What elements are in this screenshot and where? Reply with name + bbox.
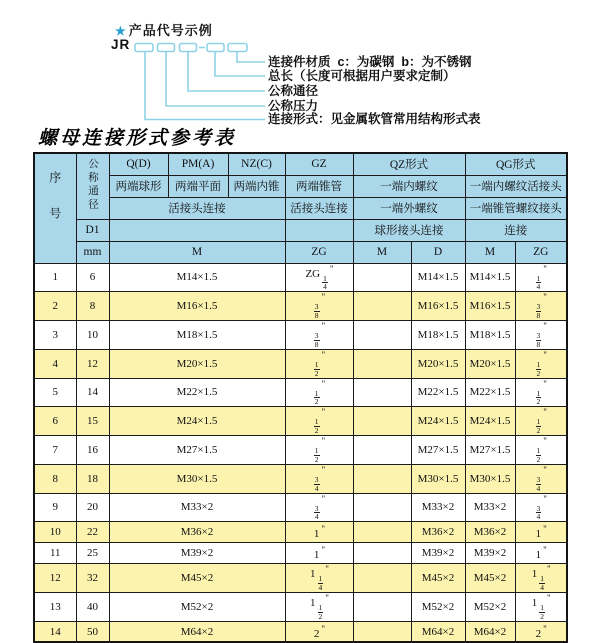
cell-qz-d: M39×2 — [411, 543, 465, 564]
header-qg-desc2: 一端锥管螺纹接头 — [465, 197, 567, 219]
cell-seq: 14 — [34, 621, 76, 642]
cell-mm: 20 — [76, 493, 109, 522]
cell-gz-zg: $\frac{1}{2}$ " — [285, 407, 353, 436]
cell-qg-m: M36×2 — [465, 522, 515, 543]
cell-seq: 4 — [34, 349, 76, 378]
cell-m: M39×2 — [109, 543, 285, 564]
cell-qz-m — [353, 522, 411, 543]
header-qg-zg: ZG — [515, 241, 567, 263]
cell-m: M24×1.5 — [109, 407, 285, 436]
cell-qz-m — [353, 436, 411, 465]
product-code-heading-text: 产品代号示例 — [128, 23, 213, 38]
header-qz-form: QZ形式 — [353, 153, 465, 175]
cell-seq: 5 — [34, 378, 76, 407]
spec-table — [33, 152, 568, 643]
cell-qg-zg: $\frac{3}{4}$ " — [515, 493, 567, 522]
cell-qg-zg: $\frac{1}{2}$ " — [515, 436, 567, 465]
cell-qg-zg: $\frac{1}{2}$ " — [515, 378, 567, 407]
cell-mm: 12 — [76, 349, 109, 378]
table-title: 螺母连接形式参考表 — [38, 127, 237, 149]
cell-qz-d: M36×2 — [411, 522, 465, 543]
table-row — [34, 593, 567, 622]
cell-qg-zg: 1 $\frac{1}{2}$ " — [515, 593, 567, 622]
table-row — [34, 378, 567, 407]
cell-m: M27×1.5 — [109, 436, 285, 465]
cell-gz-zg: 1 $\frac{1}{4}$ " — [285, 564, 353, 593]
cell-m: M45×2 — [109, 564, 285, 593]
cell-gz-zg: $\frac{3}{8}$ " — [285, 321, 353, 350]
cell-seq: 8 — [34, 464, 76, 493]
cell-qg-m: M20×1.5 — [465, 349, 515, 378]
header-d1: D1 — [76, 219, 109, 241]
cell-qz-m — [353, 263, 411, 292]
product-code-prefix: JR — [111, 37, 131, 52]
cell-mm: 15 — [76, 407, 109, 436]
cell-gz-zg: $\frac{1}{2}$ " — [285, 378, 353, 407]
cell-m: M52×2 — [109, 593, 285, 622]
cell-qg-m: M64×2 — [465, 621, 515, 642]
cell-qz-m — [353, 349, 411, 378]
cell-qg-m: M18×1.5 — [465, 321, 515, 350]
table-body — [34, 263, 567, 642]
cell-gz-zg: 1 " — [285, 522, 353, 543]
cell-qg-zg: 1 " — [515, 522, 567, 543]
header-nominal-diameter: 公称通径 — [76, 153, 109, 219]
cell-qz-d: M45×2 — [411, 564, 465, 593]
cell-qz-m — [353, 464, 411, 493]
cell-qz-d: M27×1.5 — [411, 436, 465, 465]
header-zg-main: ZG — [285, 241, 353, 263]
cell-qg-m: M27×1.5 — [465, 436, 515, 465]
cell-m: M14×1.5 — [109, 263, 285, 292]
label-nominal-diameter: 公称通径 — [268, 84, 319, 98]
cell-m: M22×1.5 — [109, 378, 285, 407]
header-qz-m: M — [353, 241, 411, 263]
cell-qg-zg: $\frac{1}{4}$ " — [515, 263, 567, 292]
cell-qg-zg: $\frac{1}{2}$ " — [515, 407, 567, 436]
table-row — [34, 407, 567, 436]
cell-gz-zg: $\frac{1}{2}$ " — [285, 436, 353, 465]
cell-m: M33×2 — [109, 493, 285, 522]
header-nz-desc: 两端内锥 — [228, 175, 285, 197]
cell-qg-m: M14×1.5 — [465, 263, 515, 292]
cell-m: M18×1.5 — [109, 321, 285, 350]
cell-qg-m: M22×1.5 — [465, 378, 515, 407]
table-row — [34, 292, 567, 321]
cell-seq: 10 — [34, 522, 76, 543]
cell-qg-m: M24×1.5 — [465, 407, 515, 436]
cell-gz-zg: ZG $\frac{1}{4}$ " — [285, 263, 353, 292]
cell-qg-zg: $\frac{3}{8}$ " — [515, 292, 567, 321]
label-nominal-pressure: 公称压力 — [268, 99, 319, 113]
header-m-main: M — [109, 241, 285, 263]
star-icon: ★ — [115, 24, 127, 38]
cell-qz-d: M22×1.5 — [411, 378, 465, 407]
cell-mm: 8 — [76, 292, 109, 321]
cell-m: M30×1.5 — [109, 464, 285, 493]
header-gz-connection: 活接头连接 — [285, 197, 353, 219]
header-seq: 序号 — [34, 153, 76, 263]
cell-qz-m — [353, 564, 411, 593]
header-qz-d: D — [411, 241, 465, 263]
header-nz: NZ(C) — [228, 153, 285, 175]
cell-qg-m: M39×2 — [465, 543, 515, 564]
label-connection-form: 连接形式：见金属软管常用结构形式表 — [268, 112, 481, 126]
cell-seq: 2 — [34, 292, 76, 321]
cell-qg-m: M16×1.5 — [465, 292, 515, 321]
header-gz: GZ — [285, 153, 353, 175]
cell-mm: 10 — [76, 321, 109, 350]
cell-qg-m: M30×1.5 — [465, 464, 515, 493]
header-qg-form: QG形式 — [465, 153, 567, 175]
cell-mm: 14 — [76, 378, 109, 407]
cell-qz-m — [353, 407, 411, 436]
header-qg-connection: 连接 — [465, 219, 567, 241]
cell-gz-zg: 1 $\frac{1}{2}$ " — [285, 593, 353, 622]
code-field-box-2 — [158, 44, 175, 52]
cell-qz-m — [353, 493, 411, 522]
cell-qg-zg: $\frac{3}{8}$ " — [515, 321, 567, 350]
cell-qz-d: M16×1.5 — [411, 292, 465, 321]
header-pm: PM(A) — [168, 153, 228, 175]
header-pm-desc: 两端平面 — [168, 175, 228, 197]
cell-seq: 3 — [34, 321, 76, 350]
cell-seq: 6 — [34, 407, 76, 436]
header-qz-desc2: 一端外螺纹 — [353, 197, 465, 219]
cell-gz-zg: $\frac{3}{8}$ " — [285, 292, 353, 321]
cell-mm: 22 — [76, 522, 109, 543]
header-mm: mm — [76, 241, 109, 263]
cell-seq: 9 — [34, 493, 76, 522]
cell-mm: 40 — [76, 593, 109, 622]
cell-seq: 1 — [34, 263, 76, 292]
header-qg-m: M — [465, 241, 515, 263]
cell-seq: 13 — [34, 593, 76, 622]
code-field-box-3 — [180, 44, 197, 52]
table-row — [34, 464, 567, 493]
cell-qg-m: M33×2 — [465, 493, 515, 522]
cell-qz-m — [353, 321, 411, 350]
table-row — [34, 321, 567, 350]
cell-gz-zg: 2 " — [285, 621, 353, 642]
cell-m: M16×1.5 — [109, 292, 285, 321]
cell-mm: 6 — [76, 263, 109, 292]
header-gz-desc: 两端锥管 — [285, 175, 353, 197]
label-material: 连接件材质 c：为碳钢 b：为不锈钢 — [268, 55, 472, 69]
cell-seq: 11 — [34, 543, 76, 564]
header-qz-desc1: 一端内螺纹 — [353, 175, 465, 197]
cell-qg-m: M45×2 — [465, 564, 515, 593]
cell-qg-zg: $\frac{1}{2}$ " — [515, 349, 567, 378]
cell-qz-m — [353, 292, 411, 321]
cell-qz-d: M20×1.5 — [411, 349, 465, 378]
cell-gz-zg: 1 " — [285, 543, 353, 564]
cell-qz-m — [353, 593, 411, 622]
header-q: Q(D) — [109, 153, 168, 175]
cell-mm: 50 — [76, 621, 109, 642]
table-row — [34, 349, 567, 378]
header-qg-desc1: 一端内螺纹活接头 — [465, 175, 567, 197]
cell-seq: 7 — [34, 436, 76, 465]
cell-gz-zg: $\frac{3}{4}$ " — [285, 493, 353, 522]
table-row — [34, 493, 567, 522]
connector-line-material — [237, 52, 265, 63]
cell-qg-zg: 2 " — [515, 621, 567, 642]
cell-qz-d: M18×1.5 — [411, 321, 465, 350]
cell-qz-m — [353, 543, 411, 564]
table-row — [34, 522, 567, 543]
cell-qz-d: M33×2 — [411, 493, 465, 522]
cell-m: M64×2 — [109, 621, 285, 642]
cell-qz-m — [353, 378, 411, 407]
cell-qz-d: M64×2 — [411, 621, 465, 642]
table-row — [34, 436, 567, 465]
table-header — [34, 153, 567, 263]
label-total-length: 总长（长度可根据用户要求定制） — [268, 69, 456, 83]
cell-qz-d: M14×1.5 — [411, 263, 465, 292]
cell-mm: 32 — [76, 564, 109, 593]
code-field-box-1 — [135, 44, 153, 52]
cell-qg-zg: $\frac{3}{4}$ " — [515, 464, 567, 493]
cell-qz-d: M30×1.5 — [411, 464, 465, 493]
cell-qg-m: M52×2 — [465, 593, 515, 622]
cell-seq: 12 — [34, 564, 76, 593]
cell-qz-d: M52×2 — [411, 593, 465, 622]
cell-qg-zg: 1 " — [515, 543, 567, 564]
header-union-connection: 活接头连接 — [109, 197, 285, 219]
cell-qg-zg: 1 $\frac{1}{4}$ " — [515, 564, 567, 593]
table-row — [34, 263, 567, 292]
header-q-desc: 两端球形 — [109, 175, 168, 197]
table-row — [34, 543, 567, 564]
connector-line-total-length — [215, 52, 265, 77]
connector-line-nominal-diameter — [188, 52, 265, 92]
header-empty-left — [109, 219, 285, 241]
cell-gz-zg: $\frac{1}{2}$ " — [285, 349, 353, 378]
cell-m: M20×1.5 — [109, 349, 285, 378]
cell-mm: 18 — [76, 464, 109, 493]
cell-gz-zg: $\frac{3}{4}$ " — [285, 464, 353, 493]
cell-qz-d: M24×1.5 — [411, 407, 465, 436]
cell-qz-m — [353, 621, 411, 642]
code-field-box-5 — [228, 44, 247, 52]
code-field-box-4 — [207, 44, 224, 52]
cell-mm: 25 — [76, 543, 109, 564]
header-qz-connection: 球形接头连接 — [353, 219, 465, 241]
header-empty-gz — [285, 219, 353, 241]
table-row — [34, 621, 567, 642]
cell-mm: 16 — [76, 436, 109, 465]
cell-m: M36×2 — [109, 522, 285, 543]
table-row — [34, 564, 567, 593]
